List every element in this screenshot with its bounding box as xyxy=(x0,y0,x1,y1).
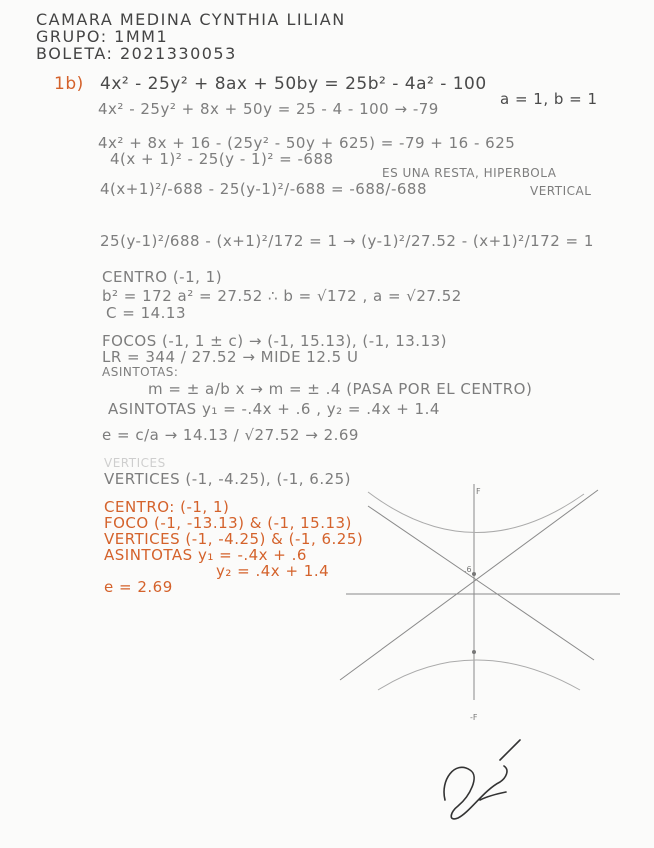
work-focos: FOCOS (-1, 1 ± c) → (-1, 15.13), (-1, 13.13) xyxy=(102,332,448,350)
work-line-4: 4(x+1)²/-688 - 25(y-1)²/-688 = -688/-688 xyxy=(100,180,428,198)
note-resta: ES UNA RESTA, HIPERBOLA xyxy=(382,166,557,180)
vertex-upper xyxy=(472,572,476,576)
work-line-3: 4(x + 1)² - 25(y - 1)² = -688 xyxy=(110,150,334,168)
problem-equation: 4x² - 25y² + 8ax + 50by = 25b² - 4a² - 100 xyxy=(100,74,487,94)
signature xyxy=(444,740,520,819)
summary-foco: FOCO (-1, -13.13) & (-1, 15.13) xyxy=(104,514,352,532)
work-slope: m = ± a/b x → m = ± .4 (PASA POR EL CENTRO) xyxy=(148,380,533,398)
summary-vertices: VERTICES (-1, -4.25) & (-1, 6.25) xyxy=(104,530,364,548)
graph-label-bottom: -F xyxy=(470,713,478,722)
work-a-b: b² = 172 a² = 27.52 ∴ b = √172 , a = √27.52 xyxy=(102,287,462,305)
summary-eccentricity: e = 2.69 xyxy=(104,578,173,596)
student-group: GRUPO: 1MM1 xyxy=(36,27,169,46)
problem-label: 1b) xyxy=(54,74,84,94)
asymptote-2 xyxy=(368,506,594,660)
summary-asintotas: ASINTOTAS y₁ = -.4x + .6 xyxy=(104,546,307,564)
summary-centro: CENTRO: (-1, 1) xyxy=(104,498,230,516)
work-centro: CENTRO (-1, 1) xyxy=(102,268,223,286)
work-line-1: 4x² - 25y² + 8x + 50y = 25 - 4 - 100 → -79 xyxy=(98,100,439,118)
upper-branch xyxy=(368,492,584,533)
summary-asintotas-2: y₂ = .4x + 1.4 xyxy=(216,562,330,580)
vertex-lower xyxy=(472,650,476,654)
work-lr: LR = 344 / 27.52 → MIDE 12.5 U xyxy=(102,348,359,366)
asymptote-1 xyxy=(340,490,598,680)
work-vertices-faded: VERTICES xyxy=(104,456,166,470)
student-name: CAMARA MEDINA CYNTHIA LILIAN xyxy=(36,10,346,29)
lower-branch xyxy=(378,660,580,690)
work-asintotas: ASINTOTAS y₁ = -.4x + .6 , y₂ = .4x + 1.4 xyxy=(108,400,440,418)
problem-params: a = 1, b = 1 xyxy=(500,90,598,108)
student-boleta: BOLETA: 2021330053 xyxy=(36,44,237,63)
work-c: C = 14.13 xyxy=(106,304,187,322)
work-vertices: VERTICES (-1, -4.25), (-1, 6.25) xyxy=(104,470,352,488)
work-line-5: 25(y-1)²/688 - (x+1)²/172 = 1 → (y-1)²/27.52 - (x+1)²/172 = 1 xyxy=(100,232,594,250)
graph-label-f: F xyxy=(476,487,481,496)
work-eccentricity: e = c/a → 14.13 / √27.52 → 2.69 xyxy=(102,426,359,444)
graph-label-6: .6 xyxy=(464,565,472,574)
note-vertical: VERTICAL xyxy=(530,184,592,198)
work-line-2: 4x² + 8x + 16 - (25y² - 50y + 625) = -79 + 16 - 625 xyxy=(98,134,516,152)
work-asintotas-title: ASINTOTAS: xyxy=(102,365,179,379)
